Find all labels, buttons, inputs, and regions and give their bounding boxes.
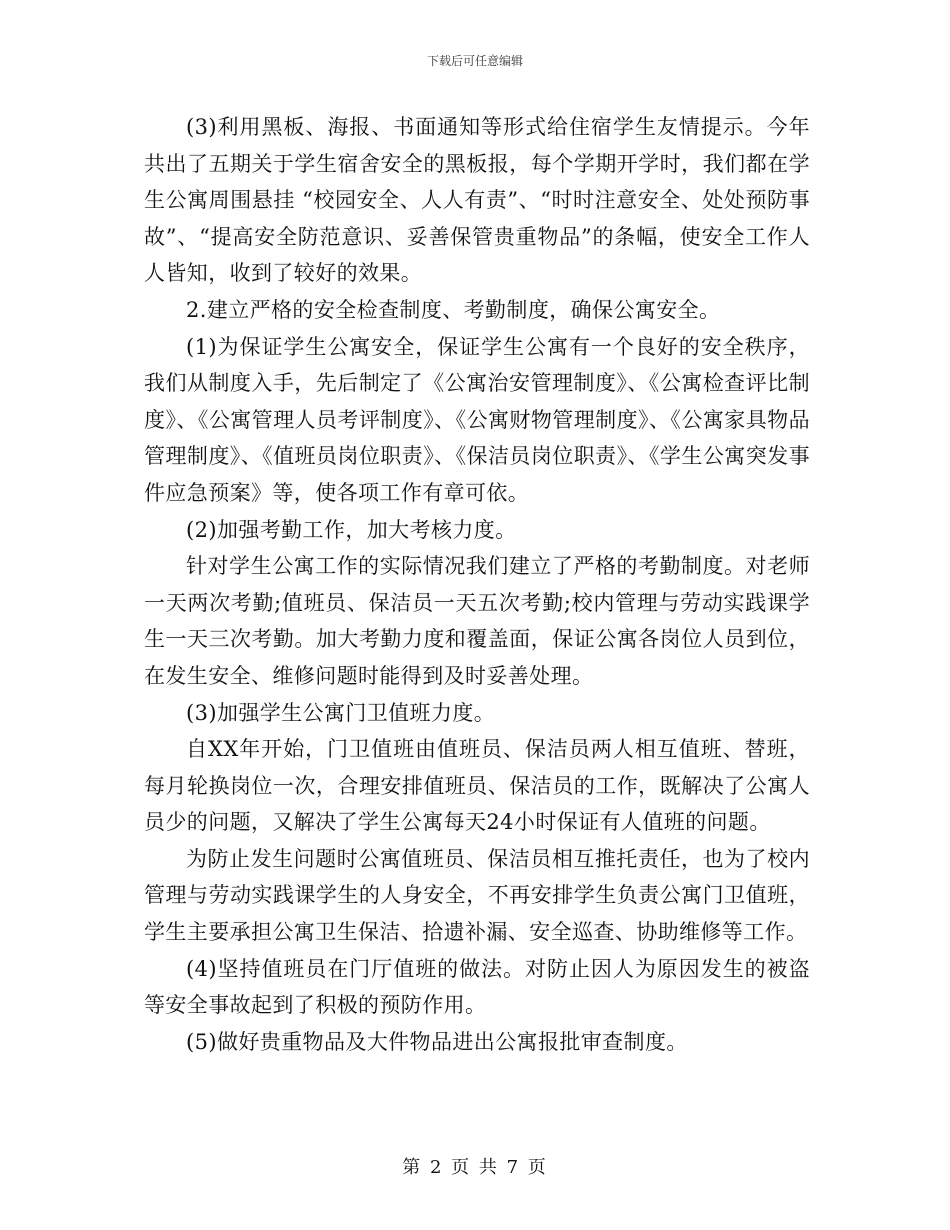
page-number: 第 2 页 共 7 页 — [402, 1157, 548, 1178]
paragraph: (2)加强考勤工作，加大考核力度。 — [186, 517, 517, 542]
paragraph: (5)做好贵重物品及大件物品进出公寓报批审查制度。 — [186, 1029, 688, 1054]
paragraph: 自XX年开始，门卫值班由值班员、保洁员两人相互值班、替班，每月轮换岗位一次，合理安排值班员、保洁员的工作，既解决了公寓人员少的问题，又解决了学生公寓每天24小时保证有人值班的问题。 — [144, 737, 810, 835]
paragraph: (4)坚持值班员在门厅值班的做法。对防止因人为原因发生的被盗等安全事故起到了积极的预防作用。 — [144, 956, 810, 1018]
paragraph: (3)加强学生公寓门卫值班力度。 — [186, 700, 496, 725]
paragraph: 针对学生公寓工作的实际情况我们建立了严格的考勤制度。对老师一天两次考勤;值班员、保洁员一天五次考勤;校内管理与劳动实践课学生一天三次考勤。加大考勤力度和覆盖面，保证公寓各岗位人员到位，在发生安全、维修问题时能得到及时妥善处理。 — [144, 554, 810, 688]
document-body — [144, 109, 810, 1060]
page-header: 下载后可任意编辑 — [426, 54, 523, 68]
paragraph: (3)利用黑板、海报、书面通知等形式给住宿学生友情提示。今年共出了五期关于学生宿舍安全的黑板报，每个学期开学时，我们都在学生公寓周围悬挂 “校园安全、人人有责”、“时时注意安全、处处预防事故”、“提高安全防范意识、妥善保管贵重物品”的条幅，使安全工作人人皆知，收到了较好的效果。 — [144, 115, 810, 286]
paragraph: (1)为保证学生公寓安全，保证学生公寓有一个良好的安全秩序，我们从制度入手，先后制定了《公寓治安管理制度》、《公寓检查评比制度》、《公寓管理人员考评制度》、《公寓财物管理制度》、《公寓家具物品管理制度》、《值班员岗位职责》、《保洁员岗位职责》、《学生公寓突发事件应急预案》等，使各项工作有章可依。 — [144, 334, 810, 505]
paragraph: 为防止发生问题时公寓值班员、保洁员相互推托责任，也为了校内管理与劳动实践课学生的人身安全，不再安排学生负责公寓门卫值班，学生主要承担公寓卫生保洁、拾遗补漏、安全巡查、协助维修等工作。 — [144, 846, 810, 945]
paragraph: 2.建立严格的安全检查制度、考勤制度，确保公寓安全。 — [186, 297, 721, 322]
